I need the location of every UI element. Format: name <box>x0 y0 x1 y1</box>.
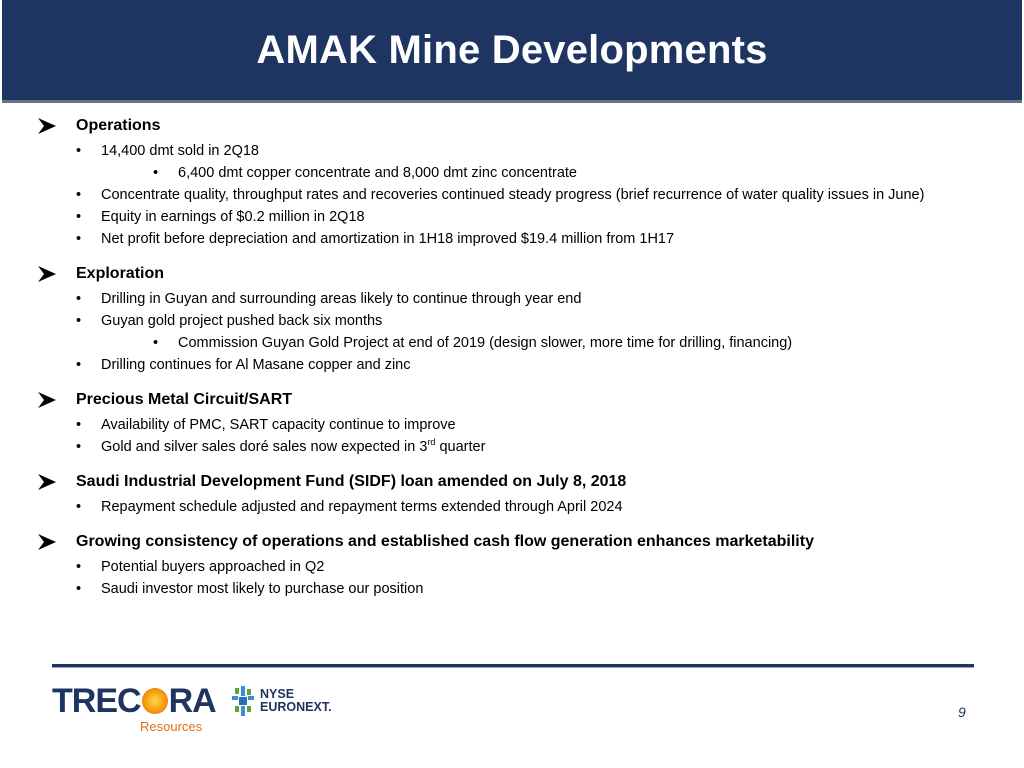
bullet-item: • Availability of PMC, SART capacity continue to improve <box>36 416 976 434</box>
nyse-euronext-logo: NYSE EURONEXT. <box>232 686 332 716</box>
section-heading: Saudi Industrial Development Fund (SIDF) loan amended on July 8, 2018 <box>36 470 976 494</box>
page-number: 9 <box>958 704 966 720</box>
bullet-item: • Drilling continues for Al Masane copper and zinc <box>36 356 976 374</box>
bullet-item: • Net profit before depreciation and amortization in 1H18 improved $19.4 million from 1H17 <box>36 230 976 248</box>
arrow-bullet-icon <box>36 532 58 552</box>
section-marketability <box>36 530 976 598</box>
bullet-item: • Guyan gold project pushed back six months <box>36 312 976 330</box>
title-bar <box>2 0 1022 103</box>
bullet-item: • Saudi investor most likely to purchase our position <box>36 580 976 598</box>
section-operations <box>36 114 976 248</box>
section-heading: Precious Metal Circuit/SART <box>36 388 976 412</box>
arrow-bullet-icon <box>36 264 58 284</box>
sub-bullet-item: • 6,400 dmt copper concentrate and 8,000 dmt zinc concentrate <box>36 164 976 182</box>
trecora-logo: TREC RA Resources <box>52 682 216 734</box>
section-precious-metal <box>36 388 976 456</box>
bullet-item: • Repayment schedule adjusted and repayment terms extended through April 2024 <box>36 498 976 516</box>
section-heading: Growing consistency of operations and established cash flow generation enhances marketability <box>36 530 976 554</box>
arrow-bullet-icon <box>36 390 58 410</box>
section-sidf-loan <box>36 470 976 516</box>
arrow-bullet-icon <box>36 116 58 136</box>
slide-title: AMAK Mine Developments <box>256 27 768 72</box>
sub-bullet-item: • Commission Guyan Gold Project at end of 2019 (design slower, more time for drilling, financing) <box>36 334 976 352</box>
footer-divider-thin <box>52 667 974 668</box>
bullet-item: • 14,400 dmt sold in 2Q18 <box>36 142 976 160</box>
arrow-bullet-icon <box>36 472 58 492</box>
bullet-item: • Gold and silver sales doré sales now expected in 3rd quarter <box>36 438 976 456</box>
slide-content <box>36 114 976 618</box>
bullet-item: • Drilling in Guyan and surrounding areas likely to continue through year end <box>36 290 976 308</box>
bullet-item: • Equity in earnings of $0.2 million in 2Q18 <box>36 208 976 226</box>
section-heading: Exploration <box>36 262 976 286</box>
nyse-globe-icon <box>232 686 254 716</box>
trecora-subtitle: Resources <box>140 719 203 734</box>
bullet-item: • Concentrate quality, throughput rates and recoveries continued steady progress (brief recurrence of water quality issues in June) <box>36 186 976 204</box>
section-exploration <box>36 262 976 374</box>
bullet-item: • Potential buyers approached in Q2 <box>36 558 976 576</box>
section-heading: Operations <box>36 114 976 138</box>
sun-icon <box>142 688 168 714</box>
